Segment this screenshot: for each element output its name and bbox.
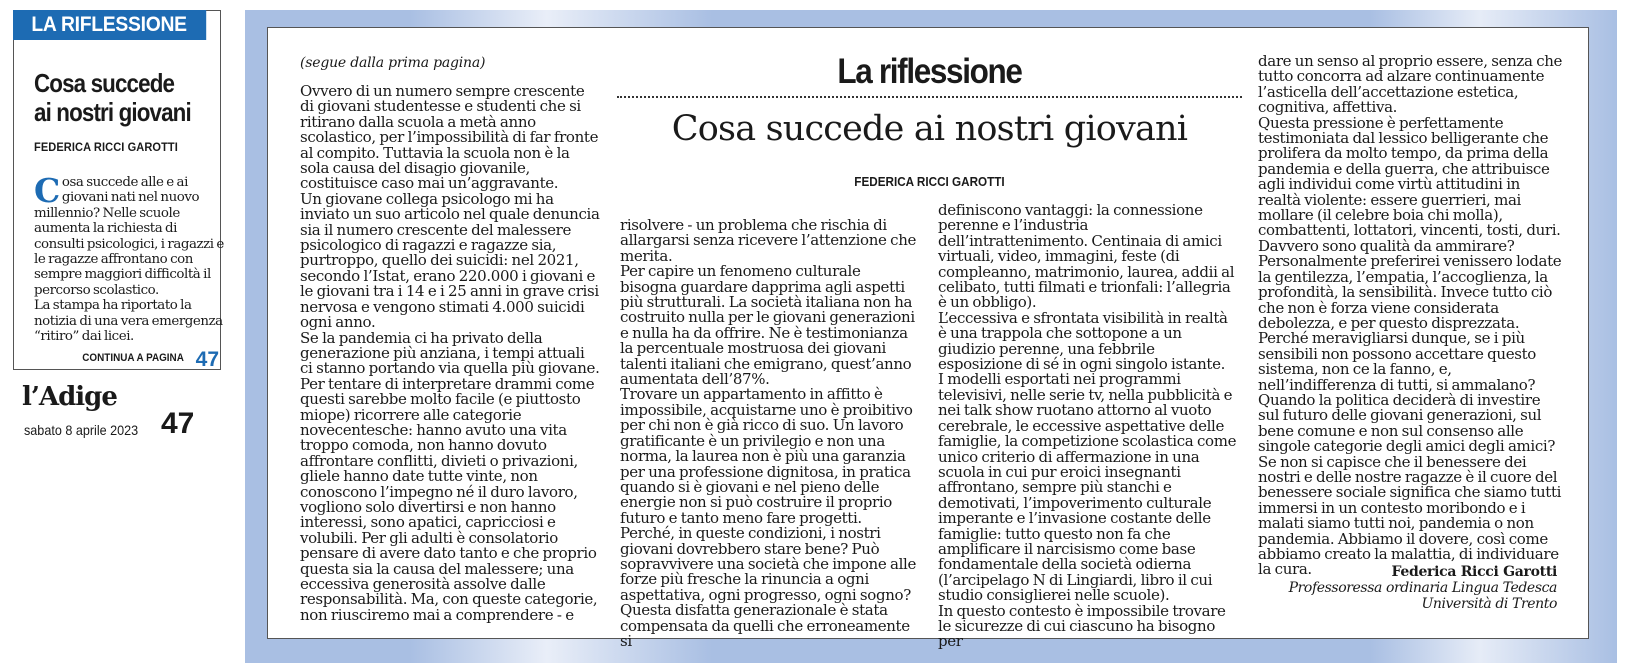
continue-page-number[interactable]: 47 [195, 348, 219, 371]
continued-note: (segue dalla prima pagina) [300, 55, 486, 71]
signature-role: Professoressa ordinaria Lingua Tedesca [1288, 580, 1557, 596]
article-headline: Cosa succede ai nostri giovani [671, 109, 1188, 149]
paragraph: Per capire un fenomeno culturale bisogna guardare dapprima agli aspetti più strutturali. La società italiana non ha costruito nulla per le giovani generazioni e nulla ha da offrire. Ne è testimonianza la percentuale mostruosa dei giovani talenti italiani che emigrano, quest’anno aumentata dell’87%. [620, 262, 915, 389]
paragraph: Questa pressione è perfettamente testimoniata dal lessico belligerante che prolifera da molto tempo, da prima della pandemia e della guerra, che attribuisce agli individui come virtù attitudini in realtà violente: essere guerrieri, mai mollare (il celebre boia chi molla), combattenti, lottatori, vincenti, tosti, duri. [1258, 113, 1561, 240]
teaser-body [34, 171, 224, 345]
signature-university: Università di Trento [1421, 596, 1557, 612]
page-number: 47 [161, 407, 195, 440]
issue-date: sabato 8 aprile 2023 [24, 422, 139, 438]
article-column-3 [938, 203, 1238, 650]
teaser-paragraph: La stampa ha riportato la notizia di una vera emergenza “ritiro” dai licei. [34, 298, 223, 345]
paragraph: definiscono vantaggi: la connessione perenne e l’industria dell’intrattenimento. Centinaia di amici virtuali, video, immagini, feste (di compleanno, matrimonio, laurea, addii al celibato, tutti filmati e trionfali: l’allegria è un obbligo). [938, 201, 1235, 312]
teaser-box [13, 10, 224, 371]
paragraph: Se la pandemia ci ha privato della generazione più anziana, i tempi attuali ci stanno portando via quella più giovane. [300, 328, 600, 378]
paragraph: risolvere - un problema che rischia di allargarsi senza ricevere l’attenzione che merita. [620, 216, 917, 265]
paragraph: Perché meravigliarsi dunque, se i più sensibili non possono accettare questo sistema, non ce la fanno, e, nell’indifferenza di tutti, si ammalano? [1258, 329, 1536, 394]
paragraph: Davvero sono qualità da ammirare? Personalmente preferirei venissero lodate la gentilezza, l’empatia, l’accoglienza, la profondità, la sensibilità. Invece tutto ciò che non è forza viene considerata debolezza, e per questo disprezzata. [1258, 236, 1562, 332]
teaser-author: FEDERICA RICCI GAROTTI [34, 140, 178, 154]
teaser-title: Cosa succede ai nostri giovani [34, 68, 191, 127]
article-column-2 [620, 218, 920, 649]
paragraph: I modelli esportati nei programmi televisivi, nelle serie tv, nella pubblicità e nei talk show ruotano attorno al vuoto cerebrale, le eccessive aspettative delle famiglie, la competizione scolastica come unico criterio di affermazione in una scuola in cui pur eroici insegnanti affrontano, sempre più stanchi e demotivati, l’impoverimento culturale imperante e l’invasione costante delle famiglie: tutto questo non fa che amplificare il narcisismo come base fondamentale della società odierna (l’arcipelago N di Lingiardi, libro il cui studio consiglierei nelle scuole). [938, 370, 1237, 605]
paragraph: L’eccessiva e sfrontata visibilità in realtà è una trappola che sottopone a un giudizio perenne, una febbrile esposizione di sé in ogni singolo istante. [938, 308, 1228, 374]
paragraph: Un giovane collega psicologo mi ha inviato un suo articolo nel quale denuncia sia il numero crescente del malessere psicologico di ragazzi e ragazze sia, purtroppo, quello dei suicidi: nel 2021, secondo l’Istat, erano 220.000 i giovani e le giovani tra i 14 e i 25 anni in grave crisi nervosa e vengono stimati 4.000 suicidi ogni anno. [300, 189, 600, 332]
paragraph: Trovare un appartamento in affitto è impossibile, acquistarne uno è proibitivo per chi non è già ricco di suo. Un lavoro gratificante è un privilegio e non una norma, la laurea non è più una garanzia per una professione dignitosa, in pratica quando si è giovani e nel pieno delle energie non si può costruire il proprio futuro e tanto meno fare progetti. Perché, in queste condizioni, i nostri giovani dovrebbero stare bene? Può sopravvivere una società che impone alle forze più fresche la rinuncia a ogni aspettativa, ogni progresso, ogni sogno? [620, 385, 917, 604]
paragraph: Questa disfatta generazionale è stata compensata da quelli che erroneamente si [620, 601, 910, 650]
paragraph: Quando la politica deciderà di investire sul futuro delle giovani generazioni, sul bene comune e non sul consenso alle singole categorie degli amici degli amici? [1258, 390, 1556, 456]
continue-link[interactable]: CONTINUA A PAGINA [82, 352, 184, 364]
article-byline: FEDERICA RICCI GAROTTI [854, 174, 1005, 189]
article-column-4 [1258, 54, 1563, 578]
drop-cap: C [34, 171, 60, 210]
signature-name: Federica Ricci Garotti [1391, 564, 1557, 580]
teaser-text: osa succede alle e ai giovani nati nel nuovo millennio? Nelle scuole aumenta la richiesta di consulti psicologici, i ragazzi e le ragazze affrontano con sempre maggiori difficoltà il percorso scolastico. [34, 175, 224, 298]
newspaper-logo: l’Adige [22, 382, 117, 412]
paragraph: Se non si capisce che il benessere dei nostri e delle nostre ragazze è il cuore del benessere sociale significa che siamo tutti immersi in un contesto moribondo e i malati siamo tutti noi, pandemia o non pandemia. Abbiamo il dovere, così come abbiamo creato la malattia, di individuare la cura. [1258, 452, 1562, 579]
paragraph: In questo contesto è impossibile trovare le sicurezze di cui ciascuno ha bisogno per [938, 601, 1226, 651]
paragraph: dare un senso al proprio essere, senza che tutto concorra ad alzare continuamente l’asticella dell’accettazione estetica, cognitiva, affettiva. [1258, 52, 1563, 117]
dotted-divider [617, 96, 1242, 98]
paragraph: Per tentare di interpretare drammi come questi sarebbe molto facile (e piuttosto miope) ricorrere alle categorie novecentesche: hanno avuto una vita troppo comoda, non hanno dovuto affrontare conflitti, divieti o privazioni, gliele hanno date tutte vinte, non conoscono l’impegno né il duro lavoro, vogliono solo divertirsi e non hanno interessi, sono apatici, capricciosi e volubili. Per gli adulti è consolatorio pensare di avere dato tanto e che proprio questa sia la causa del malessere; una eccessiva generosità assolve dalle responsabilità. Ma, con queste categorie, non riusciremo mai a comprendere - e [300, 374, 598, 624]
article-column-1 [300, 84, 600, 623]
teaser-section-label: LA RIFLESSIONE [13, 10, 206, 40]
paragraph: Ovvero di un numero sempre crescente di giovani studentesse e studenti che si ritirano dalla scuola a metà anno scolastico, per l’impossibilità di far fronte al compito. Tuttavia la scuola non è la sola causa del disagio giovanile, costituisce caso mai un’aggravante. [300, 82, 599, 193]
teaser-paragraph [34, 171, 224, 298]
section-rubric: La riflessione [837, 52, 1022, 91]
